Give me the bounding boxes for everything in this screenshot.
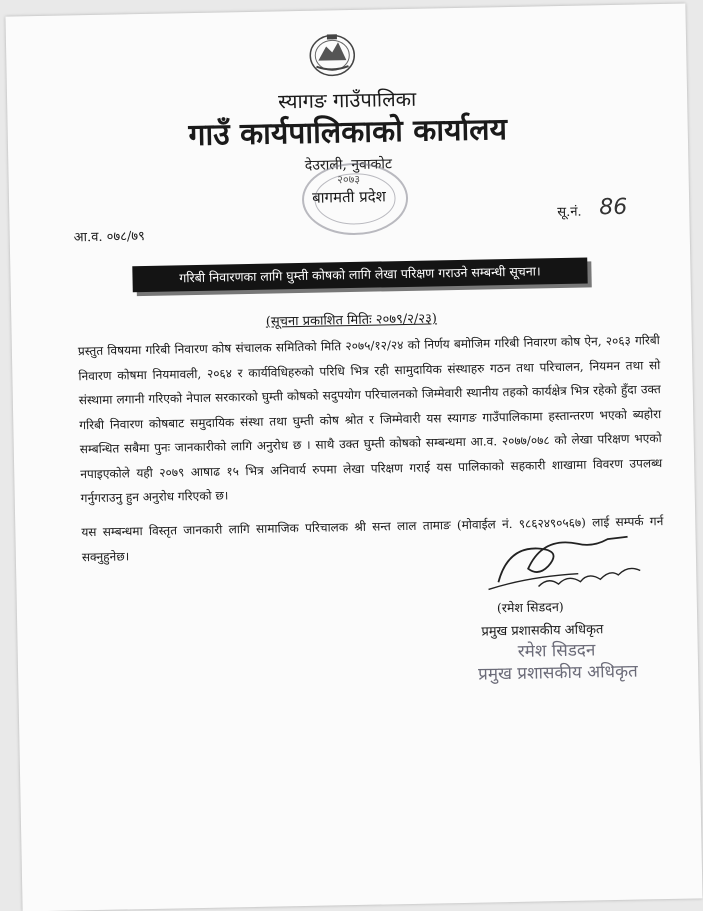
established-year: २०७३ [337, 172, 361, 187]
notice-document [5, 4, 702, 911]
office-name: गाउँ कार्यपालिकाको कार्यालय [188, 112, 508, 154]
contact-paragraph: यस सम्बन्धमा विस्तृत जानकारी लागि सामाजिक परिचालक श्री सन्त लाल तामाङ (मोवाईल नं. ९८६२४९०५६७) लाई सम्पर्क गर्न सक्नुहुनेछ। [81, 514, 664, 564]
government-emblem-icon [308, 32, 357, 79]
address-line: देउराली, नुवाकोट [304, 156, 393, 174]
signatory-title: प्रमुख प्रशासकीय अधिकृत [481, 622, 604, 640]
title-stamp: प्रमुख प्रशासकीय अधिकृत [477, 661, 638, 685]
notice-title-banner: गरिबी निवारणका लागि घुम्ती कोषको लागि लेखा परिक्षण गराउने सम्बन्धी सूचना। [132, 257, 587, 292]
signatory-name: (रमेश सिडदन) [496, 599, 564, 616]
province-name: बागमती प्रदेश [311, 187, 387, 207]
name-stamp: रमेश सिडदन [517, 640, 596, 662]
fiscal-year: आ.व. ०७८/७९ [73, 228, 145, 246]
office-seal-stamp [298, 159, 411, 239]
handwritten-signature [467, 524, 668, 603]
published-date: (सूचना प्रकाशित मितिः २०७९/२/२३) [265, 311, 438, 330]
municipality-name: स्यागङ गाउँपालिका [277, 86, 417, 114]
reference-label: सू.नं. [557, 204, 582, 221]
notice-body-paragraph: प्रस्तुत विषयमा गरिबी निवारण कोष संचालक समितिको मिति २०७५/१२/२४ को निर्णय बमोजिम गरिबी निवारण कोष ऐन, २०६३ गरिबी निवारण कोषमा नियमावली, २०६४ र कार्यविधिहरुको परिधि भित्र रही सामुदायिक संस्थाहरु गठन तथा परिचालन, नियमन तथा सो संस्थामा लगानी गरिएको नेपाल सरकारको घुम्ती कोषको सदुपयोग परिचालनको जिम्मेवारी स्थानीय तहको कार्यक्षेत्र भित्र रहेको हुँदा उक्त गरिबी निवारण कोषबाट समुदायिक संस्था तथा घुम्ती कोष श्रोत र जिम्मेवारी यस स्यागङ गाउँपालिकामा हस्तान्तरण भएको ब्यहोरा सम्बन्धित सबैमा पुनः जानकारीको लागि अनुरोध छ । साथै उक्त घुम्ती कोषको सम्बन्धमा आ.व. २०७७/०७८ को लेखा परिक्षण भएको नपाइएकोले यही २०७९ आषाढ १५ भित्र अनिवार्य रुपमा लेखा परिक्षण गराई यस पालिकाको सहकारी शाखामा विवरण उपलब्ध गर्नुगराउनु हुन अनुरोध गरिएको छ। [77, 333, 663, 506]
reference-number: 86 [599, 194, 628, 221]
